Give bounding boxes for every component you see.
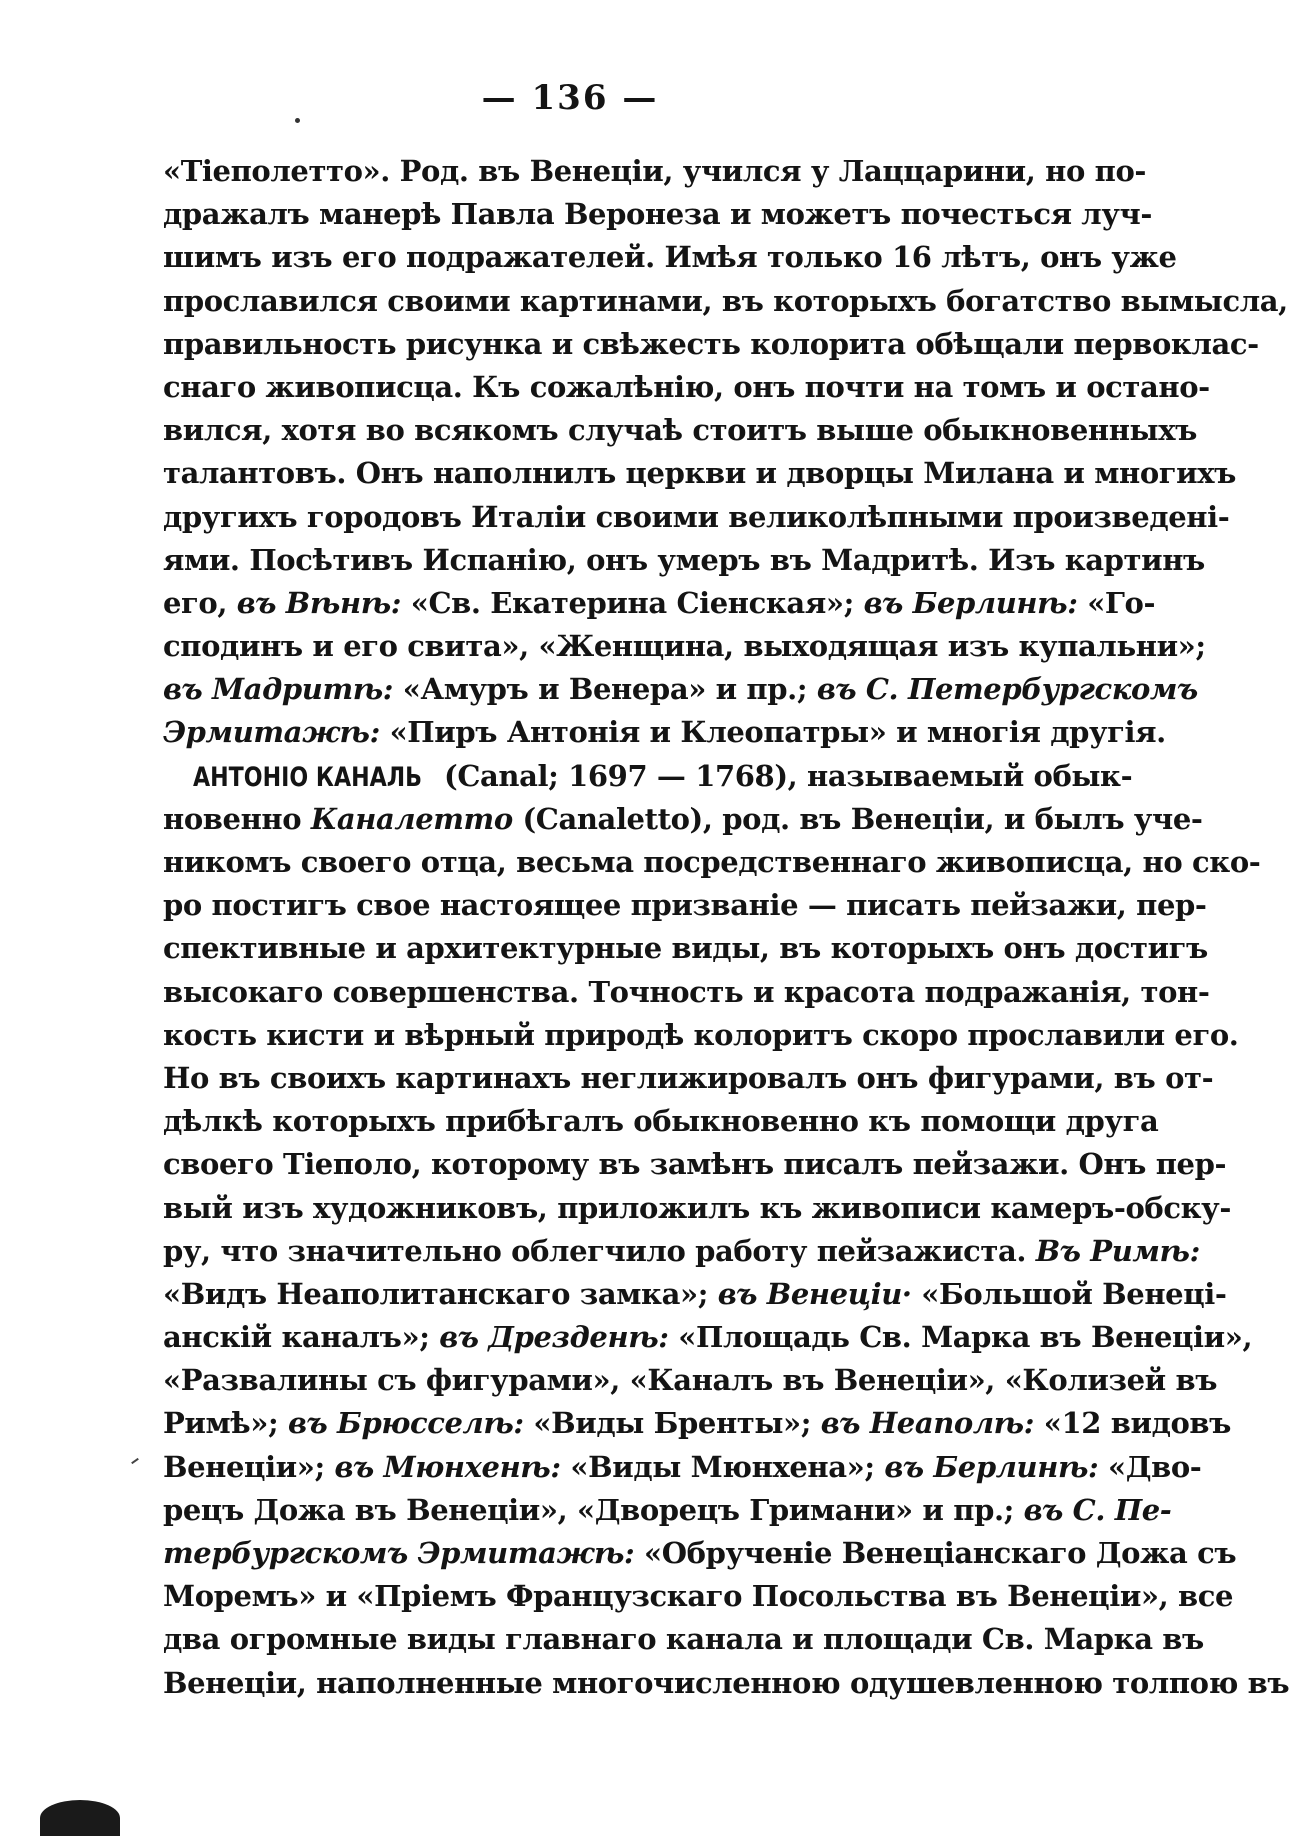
text-segment: сподинъ и его свита», «Женщина, выходящая изъ купальни»; (163, 629, 1206, 664)
text-line (163, 1359, 1218, 1402)
text-line (163, 711, 1166, 754)
location-label: Эрмитажѣ: (163, 715, 380, 750)
location-label: въ Венеціи· (717, 1276, 912, 1311)
text-line (163, 452, 1236, 495)
text-line (163, 668, 1198, 711)
text-segment: ро постигъ свое настоящее призваніе — писать пейзажи, пер- (163, 888, 1207, 923)
text-line (163, 323, 1259, 366)
ink-tick (131, 1458, 139, 1464)
text-segment: Венеціи»; (163, 1449, 335, 1484)
location-label: въ Берлинѣ: (863, 585, 1078, 620)
artist-name: АНТОНІО КАНАЛЬ (193, 761, 423, 793)
body-text (163, 150, 1289, 1705)
location-label: Въ Римѣ: (1035, 1233, 1200, 1268)
text-segment: «Площадь Св. Марка въ Венеціи», (668, 1320, 1253, 1355)
text-segment: «12 видовъ (1034, 1406, 1232, 1441)
text-segment: Моремъ» и «Пріемъ Французскаго Посольства въ Венеціи», все (163, 1579, 1234, 1614)
text-segment: другихъ городовъ Италіи своими великолѣпными произведені- (163, 499, 1230, 534)
text-segment: высокаго совершенства. Точность и красота подражанія, тон- (163, 974, 1210, 1009)
text-line (163, 1446, 1202, 1489)
text-line (163, 1230, 1200, 1273)
text-segment: «Большой Венеці- (911, 1276, 1227, 1311)
text-line (163, 1014, 1239, 1057)
text-segment: «Св. Екатерина Сіенская»; (401, 585, 864, 620)
text-segment: правильность рисунка и свѣжесть колорита обѣщали первоклас- (163, 326, 1259, 361)
text-line (163, 1187, 1231, 1230)
location-label: въ Мюнхенѣ: (334, 1449, 561, 1484)
text-segment: Венеціи, наполненные многочисленною одушевленною толпою въ (163, 1665, 1289, 1700)
location-label: въ Брюсселѣ: (288, 1406, 524, 1441)
text-segment: дѣлкѣ которыхъ прибѣгалъ обыкновенно къ помощи друга (163, 1104, 1159, 1139)
location-label: въ Дрезденѣ: (439, 1320, 669, 1355)
text-line (163, 1143, 1227, 1186)
location-label: тербургскомъ Эрмитажѣ: (163, 1536, 635, 1570)
text-line (163, 1575, 1234, 1618)
text-line (163, 409, 1197, 452)
text-segment: его, (163, 585, 237, 620)
text-line (163, 1489, 1172, 1532)
location-label: въ Неаполѣ: (820, 1406, 1035, 1441)
text-line (163, 625, 1206, 668)
text-segment: «Пиръ Антонія и Клеопатры» и многія другія. (379, 715, 1166, 750)
text-segment: прославился своими картинами, въ которыхъ богатство вымысла, (163, 283, 1288, 318)
text-line (163, 1100, 1159, 1143)
text-segment: новенно (163, 801, 311, 836)
text-segment: вый изъ художниковъ, приложилъ къ живописи камеръ-обску- (163, 1190, 1231, 1225)
text-line (163, 971, 1210, 1014)
text-segment: талантовъ. Онъ наполнилъ церкви и дворцы Милана и многихъ (163, 456, 1236, 491)
location-label: въ Мадритѣ: (163, 672, 394, 707)
text-line (163, 884, 1207, 927)
text-segment: снаго живописца. Къ сожалѣнію, онъ почти на томъ и остано- (163, 369, 1210, 404)
location-label: въ Вѣнѣ: (236, 585, 402, 620)
text-line (163, 927, 1208, 970)
text-segment: (Canaletto), род. въ Венеціи, и былъ уче- (512, 801, 1203, 836)
location-label: Каналетто (310, 801, 513, 836)
text-line (163, 1057, 1214, 1100)
text-segment: шимъ изъ его подражателей. Имѣя только 16 лѣтъ, онъ уже (163, 240, 1177, 275)
text-segment: дражалъ манерѣ Павла Веронеза и можетъ почесться луч- (163, 197, 1152, 232)
text-line (163, 1273, 1227, 1316)
text-segment: «Виды Мюнхена»; (560, 1449, 885, 1484)
text-segment: «Обрученіе Венеціанскаго Дожа съ (634, 1536, 1237, 1570)
ink-dot (295, 118, 300, 123)
text-segment: два огромные виды главнаго канала и площади Св. Марка въ (163, 1622, 1204, 1657)
text-segment: ру, что значительно облегчило работу пейзажиста. (163, 1233, 1036, 1268)
text-line (163, 1618, 1204, 1661)
text-segment: Римѣ»; (163, 1406, 289, 1441)
text-line (163, 539, 1205, 582)
text-segment: (Canal; 1697 — 1768), называемый обык- (434, 758, 1133, 793)
text-line (163, 582, 1156, 625)
text-line (163, 280, 1288, 323)
text-line (163, 841, 1261, 884)
text-segment: анскій каналъ»; (163, 1320, 440, 1355)
text-segment: рецъ Дожа въ Венеціи», «Дворецъ Гримани» и пр.; (163, 1492, 1024, 1527)
text-segment: ями. Посѣтивъ Испанію, онъ умеръ въ Мадритѣ. Изъ картинъ (163, 542, 1205, 577)
text-line (163, 150, 1147, 193)
text-segment: «Виды Бренты»; (523, 1406, 821, 1441)
text-segment: вился, хотя во всякомъ случаѣ стоитъ выше обыкновенныхъ (163, 413, 1197, 448)
page-number: — 136 — (481, 78, 659, 118)
text-segment: своего Тіеполо, которому въ замѣнъ писалъ пейзажи. Онъ пер- (163, 1147, 1227, 1182)
location-label: въ Берлинѣ: (884, 1449, 1099, 1484)
text-line (163, 496, 1230, 539)
text-line (163, 1316, 1253, 1359)
ink-blot (40, 1800, 120, 1836)
text-segment: «Го- (1077, 585, 1156, 620)
text-segment: «Амуръ и Венера» и пр.; (393, 672, 817, 707)
text-line (163, 798, 1203, 841)
text-segment: кость кисти и вѣрный природѣ колоритъ скоро прославили его. (163, 1017, 1239, 1052)
text-segment: спективные и архитектурные виды, въ которыхъ онъ достигъ (163, 931, 1208, 966)
text-segment: «Развалины съ фигурами», «Каналъ въ Венеціи», «Колизей въ (163, 1363, 1218, 1398)
text-line (163, 193, 1152, 236)
text-line (163, 755, 1133, 798)
text-segment: Но въ своихъ картинахъ неглижировалъ онъ фигурами, въ от- (163, 1060, 1214, 1095)
text-segment: «Дво- (1098, 1449, 1202, 1484)
location-label: въ С. Пе- (1023, 1492, 1172, 1527)
text-line (163, 1402, 1232, 1445)
location-label: въ С. Петербургскомъ (816, 672, 1198, 707)
text-line (163, 1662, 1289, 1705)
text-segment: «Тіеполетто». Род. въ Венеціи, учился у Лаццарини, но по- (163, 154, 1147, 188)
text-line (163, 236, 1177, 279)
text-line (163, 1532, 1237, 1575)
text-segment: «Видъ Неаполитанскаго замка»; (163, 1276, 718, 1311)
text-line (163, 366, 1210, 409)
text-segment: никомъ своего отца, весьма посредственнаго живописца, но ско- (163, 845, 1261, 879)
